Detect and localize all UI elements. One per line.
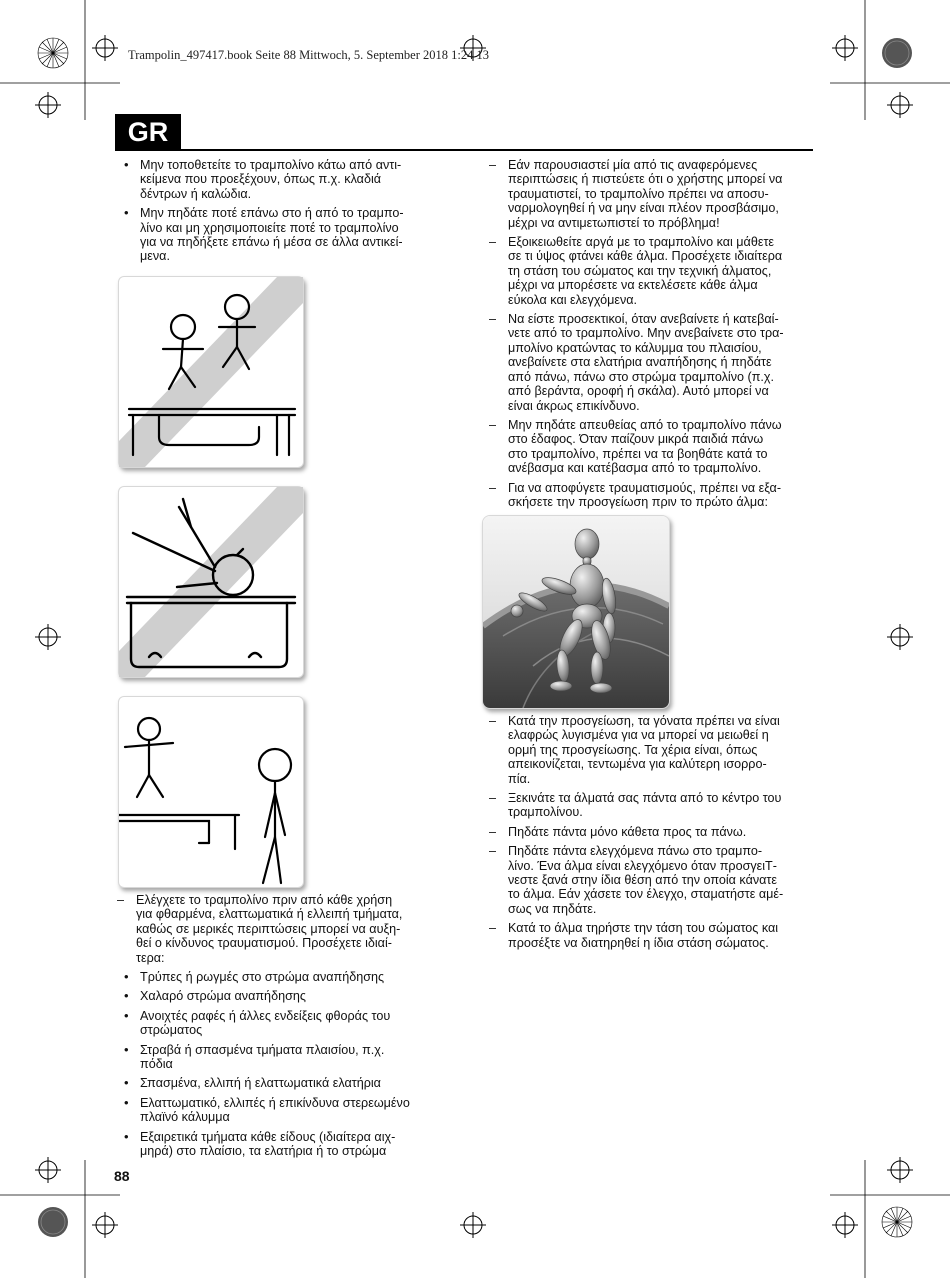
dash-marker: – [489,714,497,728]
dash-marker: – [489,235,497,250]
print-header: Trampolin_497417.book Seite 88 Mittwoch, 5. September 2018 1:24 13 [128,48,489,62]
list-item [116,1096,456,1125]
list-item [488,844,818,916]
list-item-text: Μην πηδάτε απευθείας από το τραμπολίνο πάνω στο έδαφος. Όταν παίζουν μικρά παιδιά πάνω στο τραμπολίνο, πρέπει να τα βοηθάτε κατά το ανέβασμα και κατέβασμα από το τραμπολίνο. [508,417,782,476]
dash-marker: – [489,791,497,806]
list-item-text: Στραβά ή σπασμένα τμήματα πλαισίου, π.χ. πόδια [140,1042,385,1072]
list-item-text: Σπασμένα, ελλιπή ή ελαττωματικά ελατήρια [140,1076,381,1091]
list-item-text: Εξοικειωθείτε αργά με το τραμπολίνο και μάθετε σε τι ύψος φτάνει κάθε άλμα. Προσέχετε ιδιαίτερα τη στάση του σώματος και την τεχνική άλματος, μέχρι να μπορέσετε να εκτελέσετε κάθε άλμα εύκολα και ελεγχόμενα. [508,235,783,307]
bullet-marker: • [124,157,129,172]
list-item-text: Μην πηδάτε ποτέ επάνω στο ή από το τραμπο- λίνο και μη χρησιμοποιείτε ποτέ το τραμπολίνο για να πηδήξετε επάνω ή μέσα σε άλλα αντικεί- μενα. [140,206,404,264]
bullet-marker: • [124,1094,129,1110]
bullet-marker: • [124,1128,129,1144]
bullet-marker: • [124,969,129,985]
list-item [116,989,456,1003]
list-item-text: Εξαιρετικά τμήματα κάθε είδους (ιδιαίτερα αιχ- μηρά) στο πλαίσιο, τα ελατήρια ή το στρώμα [140,1129,396,1159]
page-number: 88 [114,1168,130,1184]
dash-marker: – [489,844,497,859]
illustration-jump-off-trampoline [118,696,304,888]
dash-marker: – [489,480,497,495]
list-item [116,1043,456,1072]
list-item-text: Πηδάτε πάντα ελεγχόμενα πάνω στο τραμπο- λίνο. Ένα άλμα είναι ελεγχόμενο όταν προσγειΤ- νεστε ξανά στην ίδια θέση από την οποία κάνατε το άλμα. Εάν χάσετε τον έλεγχο, σταματήστε αμέ- σως να πηδάτε. [508,844,784,916]
list-item [488,481,818,510]
list-item-text: Ανοιχτές ραφές ή άλλες ενδείξεις φθοράς του στρώματος [140,1008,391,1038]
bullet-marker: • [124,1075,129,1091]
list-item-text: Ξεκινάτε τα άλματά σας πάντα από το κέντρο του τραμπολίνου. [508,791,782,820]
list-item [488,158,818,230]
list-item-text: Για να αποφύγετε τραυματισμούς, πρέπει να εξα- σκήσετε την προσγείωση πριν το πρώτο άλμα: [508,480,782,509]
list-item: – Ελέγχετε το τραμπολίνο πριν από κάθε χρήση για φθαρμένα, ελαττωματικά ή ελλειπή τμήματα, καθώς σε μερικές περιπτώσεις μπορεί να αυξη- θεί ο κίνδυνος τραυματισμού. Προσέχετε ιδιαί- τερα: [116,893,456,965]
right-top-dashes [488,158,818,514]
list-item [488,312,818,413]
list-item [488,791,818,820]
list-item [116,158,456,201]
list-item [116,970,456,984]
bullet-marker: • [124,988,129,1004]
list-item-text: Χαλαρό στρώμα αναπήδησης [140,989,306,1004]
list-item-text: Τρύπες ή ρωγμές στο στρώμα αναπήδησης [140,970,385,985]
list-item-text: Κατά την προσγείωση, τα γόνατα πρέπει να είναι ελαφρώς λυγισμένα για να μπορεί να μειωθεί η ορμή της προσγείωσης. Τα χέρια είναι, όπως απεικονίζεται, τεντωμένα για καλύτερη ισορρο- πία. [508,714,780,786]
bullet-marker: • [124,1007,129,1023]
dash-marker: – [489,921,497,936]
dash-marker: – [489,824,497,839]
illustration-landing-posture [482,515,670,709]
illustration-dive-onto-trampoline [118,486,304,678]
illustration-jump-onto-trampoline [118,276,304,468]
list-item-text: Να είστε προσεκτικοί, όταν ανεβαίνετε ή κατεβαί- νετε από το τραμπολίνο. Μην ανεβαίνετε στο τρα- μπολίνο κρατώντας το κάλυμμα του πλαισίου, ανεβαίνετε στα ελατήρια αναπήδησης ή πηδάτε από πάνω, πάνω στο στρώμα τραμπολίνο (π.χ. από βεράντα, οροφή ή σκάλα). Αυτό μπορεί να είναι άκρως επικίνδυνο. [508,312,784,413]
list-item [116,1009,456,1038]
list-item [116,1076,456,1090]
check-intro: Ελέγχετε το τραμπολίνο πριν από κάθε χρήση για φθαρμένα, ελαττωματικά ή ελλειπή τμήματα, καθώς σε μερικές περιπτώσεις μπορεί να αυξη- θεί ο κίνδυνος τραυματισμού. Προσέχετε ιδιαί- τερα: [136,893,403,965]
list-item [116,206,456,264]
header-rule [115,149,813,151]
list-item [488,235,818,307]
list-item [116,1130,456,1159]
list-item-text: Μην τοποθετείτε το τραμπολίνο κάτω από αντι- κείμενα που προεξέχουν, όπως π.χ. κλαδιά δέντρων ή καλώδια. [140,158,402,201]
list-item [488,418,818,476]
left-bottom-section [116,893,456,1164]
list-item [488,825,818,839]
check-bullet-list [116,970,456,1158]
list-item [488,921,818,950]
right-bottom-dashes [488,714,818,955]
bullet-marker: • [124,1041,129,1057]
dash-marker: – [489,312,497,327]
left-top-bullets [116,158,456,269]
bullet-marker: • [124,205,129,221]
list-item-text: Εάν παρουσιαστεί μία από τις αναφερόμενες περιπτώσεις ή πιστεύετε ότι ο χρήστης μπορεί να τραυματιστεί, το τραμπολίνο πρέπει να αποσυ- ναρμολογηθεί ή να μην είναι πλέον προσβάσιμο, μέχρι να αντιμετωπιστεί το πρόβλημα! [508,158,783,230]
check-dash-list [116,893,456,965]
list-item-text: Πηδάτε πάντα μόνο κάθετα προς τα πάνω. [508,824,747,839]
list-item-text: Ελαττωματικό, ελλιπές ή επικίνδυνα στερεωμένο πλαϊνό κάλυμμα [140,1095,410,1125]
language-tab: GR [115,114,181,150]
dash-marker: – [489,158,497,172]
list-item-text: Κατά το άλμα τηρήστε την τάση του σώματος και προσέξτε να διατηρηθεί η ίδια στάση σώματος. [508,921,779,950]
dash-marker: – [489,417,497,432]
list-item [488,714,818,786]
